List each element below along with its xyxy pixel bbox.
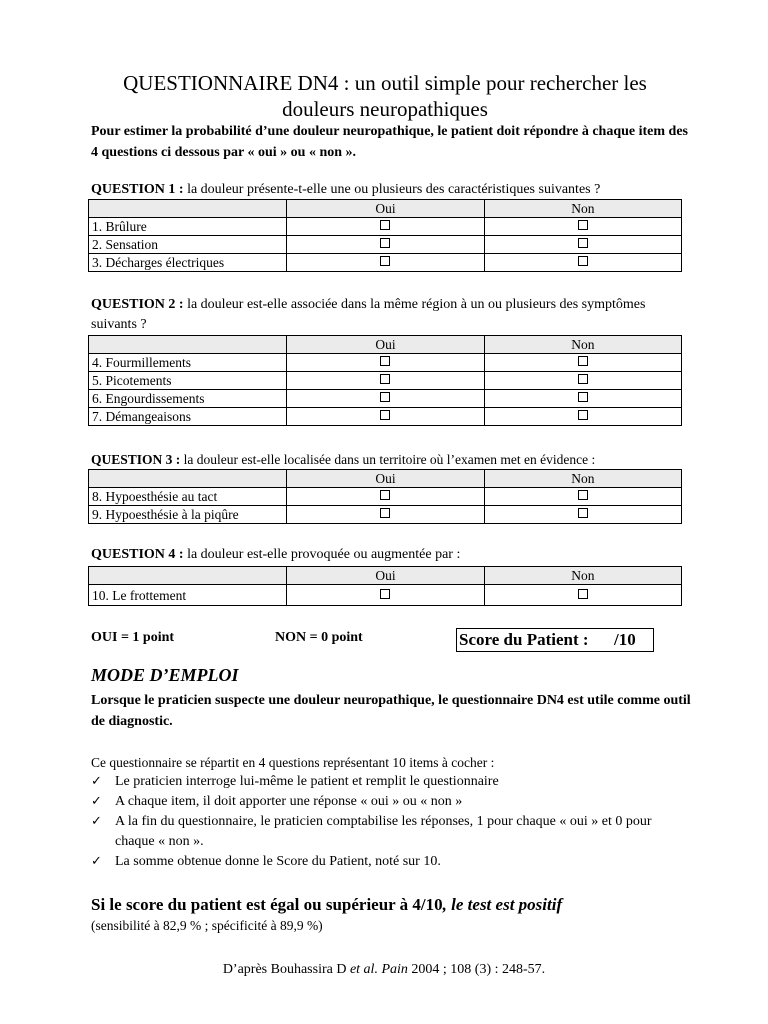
table-header-row bbox=[89, 336, 682, 354]
oui-points: OUI = 1 point bbox=[91, 630, 175, 645]
table-row bbox=[89, 390, 682, 408]
table-header-row bbox=[89, 470, 682, 488]
item-label: 5. Picotements bbox=[89, 372, 287, 390]
column-non: Non bbox=[484, 470, 681, 488]
question-1-label: QUESTION 1 : bbox=[91, 182, 184, 197]
question-2-table bbox=[88, 335, 682, 426]
column-non: Non bbox=[484, 336, 681, 354]
question-1 bbox=[91, 180, 691, 200]
table-row bbox=[89, 236, 682, 254]
non-checkbox[interactable] bbox=[578, 256, 588, 266]
table-row bbox=[89, 218, 682, 236]
question-4-label: QUESTION 4 : bbox=[91, 547, 184, 562]
question-3-text: la douleur est-elle localisée dans un territoire où l’examen met en évidence : bbox=[180, 452, 596, 467]
question-2-text: la douleur est-elle associée dans la même région à un ou plusieurs des symptômes suivants ? bbox=[91, 297, 646, 332]
non-checkbox[interactable] bbox=[578, 356, 588, 366]
item-label: 9. Hypoesthésie à la piqûre bbox=[89, 506, 287, 524]
list-item: ✓ La somme obtenue donne le Score du Patient, noté sur 10. bbox=[91, 852, 691, 872]
table-header-row bbox=[89, 567, 682, 585]
question-3 bbox=[91, 450, 691, 470]
check-icon: ✓ bbox=[91, 794, 102, 809]
table-row bbox=[89, 408, 682, 426]
question-2-label: QUESTION 2 : bbox=[91, 297, 184, 312]
patient-score-box[interactable]: Score du Patient : /10 bbox=[456, 628, 654, 652]
question-3-label: QUESTION 3 : bbox=[91, 452, 181, 467]
non-checkbox[interactable] bbox=[578, 508, 588, 518]
list-item: ✓ Le praticien interroge lui-même le patient et remplit le questionnaire bbox=[91, 772, 691, 792]
item-label: 4. Fourmillements bbox=[89, 354, 287, 372]
oui-checkbox[interactable] bbox=[380, 356, 390, 366]
item-label: 3. Décharges électriques bbox=[89, 254, 287, 272]
mode-text: Lorsque le praticien suspecte une douleur neuropathique, le questionnaire DN4 est utile comme outil de diagnostic. bbox=[91, 693, 691, 729]
item-label: 6. Engourdissements bbox=[89, 390, 287, 408]
table-row bbox=[89, 354, 682, 372]
table-row bbox=[89, 372, 682, 390]
document-title: QUESTIONNAIRE DN4 : un outil simple pour rechercher les douleurs neuropathiques bbox=[123, 71, 647, 121]
question-2 bbox=[91, 295, 691, 335]
column-oui: Oui bbox=[287, 200, 484, 218]
oui-checkbox[interactable] bbox=[380, 374, 390, 384]
column-non: Non bbox=[484, 567, 681, 585]
oui-checkbox[interactable] bbox=[380, 256, 390, 266]
oui-checkbox[interactable] bbox=[380, 410, 390, 420]
intro-text: Pour estimer la probabilité d’une douleur neuropathique, le patient doit répondre à chaque item des 4 questions ci dessous par « oui » ou « non ». bbox=[91, 124, 688, 160]
question-4-table bbox=[88, 566, 682, 606]
oui-checkbox[interactable] bbox=[380, 508, 390, 518]
list-item: ✓ A la fin du questionnaire, le praticien comptabilise les réponses, 1 pour chaque « oui » et 0 pour chaque « non ». bbox=[91, 814, 652, 849]
table-row bbox=[89, 488, 682, 506]
question-1-text: la douleur présente-t-elle une ou plusieurs des caractéristiques suivantes ? bbox=[183, 182, 601, 197]
non-checkbox[interactable] bbox=[578, 490, 588, 500]
oui-checkbox[interactable] bbox=[380, 238, 390, 248]
non-checkbox[interactable] bbox=[578, 392, 588, 402]
table-row bbox=[89, 585, 682, 606]
result-statement: Si le score du patient est égal ou supérieur à 4/10, le test est positif bbox=[91, 895, 563, 914]
table-row bbox=[89, 506, 682, 524]
column-oui: Oui bbox=[287, 336, 484, 354]
item-label: 10. Le frottement bbox=[89, 585, 287, 606]
oui-checkbox[interactable] bbox=[380, 490, 390, 500]
mode-lead: Ce questionnaire se répartit en 4 questions représentant 10 items à cocher : bbox=[91, 755, 495, 770]
reference: D’après Bouhassira D et al. Pain 2004 ; 108 (3) : 248-57. bbox=[222, 962, 546, 977]
instructions-list bbox=[91, 772, 691, 872]
non-checkbox[interactable] bbox=[578, 220, 588, 230]
non-checkbox[interactable] bbox=[578, 238, 588, 248]
question-4 bbox=[91, 545, 691, 565]
question-1-table bbox=[88, 199, 682, 272]
column-oui: Oui bbox=[287, 567, 484, 585]
oui-checkbox[interactable] bbox=[380, 220, 390, 230]
table-row bbox=[89, 254, 682, 272]
non-checkbox[interactable] bbox=[578, 410, 588, 420]
check-icon: ✓ bbox=[91, 854, 102, 869]
mode-title: MODE D’EMPLOI bbox=[91, 665, 239, 685]
item-label: 8. Hypoesthésie au tact bbox=[89, 488, 287, 506]
non-points: NON = 0 point bbox=[275, 630, 363, 645]
item-label: 7. Démangeaisons bbox=[89, 408, 287, 426]
oui-checkbox[interactable] bbox=[380, 392, 390, 402]
question-3-table bbox=[88, 469, 682, 524]
column-oui: Oui bbox=[287, 470, 484, 488]
table-header-row bbox=[89, 200, 682, 218]
question-4-text: la douleur est-elle provoquée ou augmentée par : bbox=[183, 547, 461, 562]
item-label: 1. Brûlure bbox=[89, 218, 287, 236]
column-non: Non bbox=[484, 200, 681, 218]
non-checkbox[interactable] bbox=[578, 589, 588, 599]
non-checkbox[interactable] bbox=[578, 374, 588, 384]
stats-text: (sensibilité à 82,9 % ; spécificité à 89,9 %) bbox=[91, 918, 323, 933]
list-item: ✓ A chaque item, il doit apporter une réponse « oui » ou « non » bbox=[91, 792, 691, 812]
check-icon: ✓ bbox=[91, 814, 102, 829]
item-label: 2. Sensation bbox=[89, 236, 287, 254]
oui-checkbox[interactable] bbox=[380, 589, 390, 599]
check-icon: ✓ bbox=[91, 774, 102, 789]
